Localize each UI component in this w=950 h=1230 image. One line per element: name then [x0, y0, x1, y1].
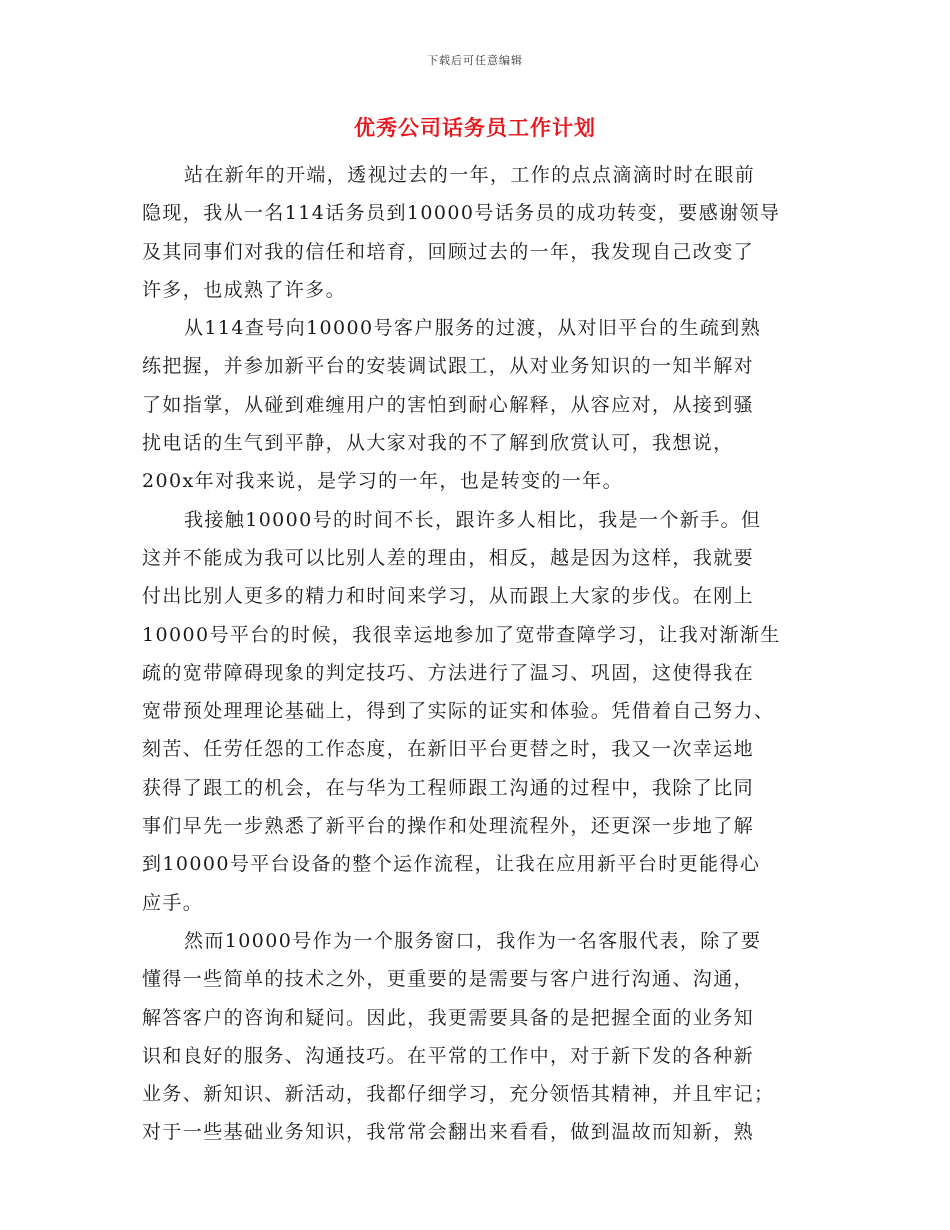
text-line: 业务、新知识、新活动，我都仔细学习，充分领悟其精神，并且牢记；	[142, 1083, 775, 1106]
text-line: 了如指掌，从碰到难缠用户的害怕到耐心解释，从容应对，从接到骚	[142, 393, 755, 416]
text-line: 练把握，并参加新平台的安装调试跟工，从对业务知识的一知半解对	[142, 355, 755, 378]
text-line: 应手。	[142, 891, 204, 914]
text-line: 事们早先一步熟悉了新平台的操作和处理流程外，还更深一步地了解	[142, 815, 755, 838]
text-line: 识和良好的服务、沟通技巧。在平常的工作中，对于新下发的各种新	[142, 1044, 755, 1067]
text-line: 站在新年的开端，透视过去的一年，工作的点点滴滴时时在眼前	[184, 164, 756, 186]
text-line: 隐现，我从一名114话务员到10000号话务员的成功转变，要感谢领导	[142, 202, 781, 225]
text-line: 许多，也成熟了许多。	[142, 278, 347, 301]
text-line: 这并不能成为我可以比别人差的理由，相反，越是因为这样，我就要	[142, 546, 755, 569]
text-line: 对于一些基础业务知识，我常常会翻出来看看，做到温故而知新，熟	[142, 1121, 755, 1144]
text-line: 宽带预处理理论基础上，得到了实际的证实和体验。凭借着自己努力、	[142, 700, 775, 723]
text-line: 我接触10000号的时间不长，跟许多人相比，我是一个新手。但	[184, 508, 762, 531]
text-line: 疏的宽带障碍现象的判定技巧、方法进行了温习、巩固，这使得我在	[142, 661, 755, 684]
text-line: 获得了跟工的机会，在与华为工程师跟工沟通的过程中，我除了比同	[142, 776, 755, 799]
text-line: 刻苦、任劳任怨的工作态度，在新旧平台更替之时，我又一次幸运地	[142, 738, 755, 761]
text-line: 扰电话的生气到平静，从大家对我的不了解到欣赏认可，我想说，	[142, 432, 734, 455]
text-line: 到10000号平台设备的整个运作流程，让我在应用新平台时更能得心	[142, 853, 761, 876]
text-line: 从114查号向10000号客户服务的过渡，从对旧平台的生疏到熟	[184, 317, 762, 340]
paragraph-1	[142, 156, 802, 309]
text-line: 及其同事们对我的信任和培育，回顾过去的一年，我发现自己改变了	[142, 240, 755, 263]
text-line: 懂得一些简单的技术之外，更重要的是需要与客户进行沟通、沟通，	[142, 968, 755, 991]
paragraph-3	[142, 501, 802, 922]
header-note: 下载后可任意编辑	[427, 54, 523, 67]
document-title: 优秀公司话务员工作计划	[354, 115, 596, 140]
text-line: 10000号平台的时候，我很幸运地参加了宽带查障学习，让我对渐渐生	[142, 623, 781, 646]
text-line: 付出比别人更多的精力和时间来学习，从而跟上大家的步伐。在刚上	[142, 585, 755, 608]
text-line: 200x年对我来说，是学习的一年，也是转变的一年。	[142, 470, 623, 493]
text-line: 然而10000号作为一个服务窗口，我作为一名客服代表，除了要	[184, 929, 762, 952]
paragraph-4	[142, 922, 802, 1152]
document-body	[142, 156, 802, 1152]
paragraph-2	[142, 309, 802, 500]
text-line: 解答客户的咨询和疑问。因此，我更需要具备的是把握全面的业务知	[142, 1006, 755, 1029]
